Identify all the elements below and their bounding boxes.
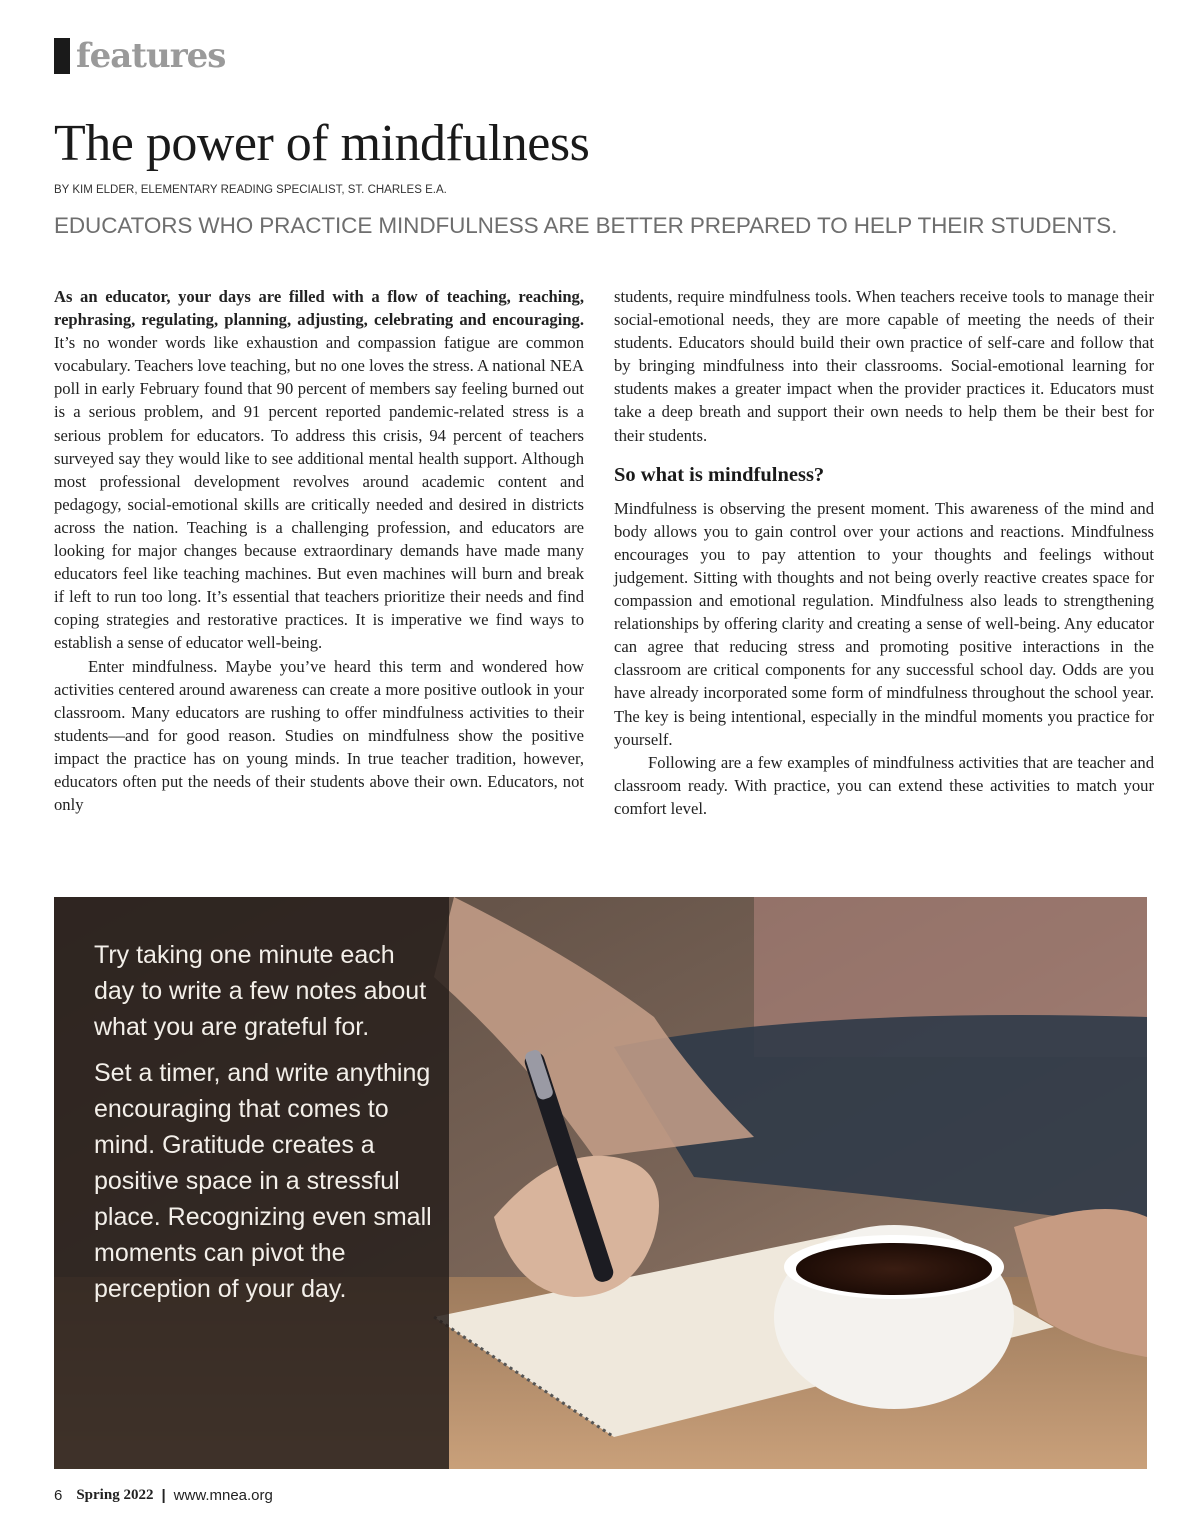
- page-footer: [54, 1487, 273, 1504]
- coffee-surface: [796, 1243, 992, 1295]
- deck: EDUCATORS WHO PRACTICE MINDFULNESS ARE BETTER PREPARED TO HELP THEIR STUDENTS.: [54, 213, 1118, 238]
- byline: BY KIM ELDER, ELEMENTARY READING SPECIALIST, ST. CHARLES E.A.: [54, 184, 447, 196]
- callout-paragraph-1: Try taking one minute each day to write a few notes about what you are grateful for.: [94, 941, 427, 1041]
- section-label: features: [76, 36, 226, 76]
- callout-paragraph-2: Set a timer, and write anything encouraging that comes to mind. Gratitude creates a positive space in a stressful place. Recognizing even small moments can pivot the perception of your day.: [94, 1059, 432, 1303]
- article-column-right: [614, 285, 1154, 820]
- issue-label: Spring 2022: [76, 1487, 154, 1503]
- page-title: The power of mindfulness: [54, 115, 590, 172]
- section-tag: [54, 36, 225, 76]
- article-paragraph-1: [54, 285, 584, 655]
- lead-in: As an educator, your days are filled with a flow of teaching, reaching, rephrasing, regulating, planning, adjusting, celebrating and encouraging.: [54, 287, 584, 330]
- article-paragraph-4: Following are a few examples of mindfulness activities that are teacher and classroom ready. With practice, you can extend these activities to match your comfort level.: [614, 752, 1154, 818]
- callout-box: [54, 897, 449, 1469]
- callout-text: [94, 937, 434, 1317]
- footer-separator: |: [161, 1487, 166, 1504]
- section-bar: [54, 38, 70, 74]
- paragraph-1-text: It’s no wonder words like exhaustion and compassion fatigue are common vocabulary. Teachers love teaching, but no one loves the stress. A national NEA poll in early February found that 90 percent of members say feeling burned out is a serious problem, and 91 percent reported pandemic-related stress is a serious problem for educators. To address this crisis, 94 percent of teachers surveyed say they would like to see additional mental health support. Although most professional development revolves around academic content and pedagogy, social-emotional skills are critically needed and desired in districts across the nation. Teaching is a challenging profession, and educators are looking for major changes because extraordinary demands have made many educators feel like teaching machines. But even machines will burn and break if left to run too long. It’s essential that teachers prioritize their needs and find coping strategies and restorative practices. It is imperative we find ways to establish a sense of educator well-being.: [54, 333, 584, 653]
- article-paragraph-2-left: Enter mindfulness. Maybe you’ve heard this term and wondered how activities centered around awareness can create a more positive outlook in your classroom. Many educators are rushing to offer mindfulness activities to their students—and for good reason. Studies on mindfulness show the positive impact the practice has on young minds. In true teacher tradition, however, educators often put the needs of their students above their own. Educators, not only: [54, 656, 584, 815]
- article-paragraph-2-right: students, require mindfulness tools. When teachers receive tools to manage their social-emotional needs, they are more capable of meeting the needs of their students. Educators should build their own practice of self-care and follow that by bringing mindfulness into their classrooms. Social-emotional learning for students makes a greater impact when the provider practices it. Educators must take a deep breath and support their own needs to help them be their best for their students.: [614, 287, 1154, 445]
- website-link[interactable]: www.mnea.org: [173, 1487, 273, 1504]
- article-paragraph-3: Mindfulness is observing the present moment. This awareness of the mind and body allows you to gain control over your actions and reactions. Mindfulness encourages you to pay attention to your thoughts and feelings without judgement. Sitting with thoughts and not being overly reactive creates space for compassion and emotional regulation. Mindfulness also leads to strengthening relationships by offering clarity and creating a sense of well-being. Any educator can agree that reducing stress and promoting positive interactions in the classroom are critical components for any successful school day. Odds are you have already incorporated some form of mindfulness throughout the school year. The key is being intentional, especially in the mindful moments you practice for yourself.: [614, 498, 1154, 749]
- article-column-left: [54, 285, 584, 816]
- page-number: 6: [54, 1487, 63, 1504]
- subhead: So what is mindfulness?: [614, 463, 825, 486]
